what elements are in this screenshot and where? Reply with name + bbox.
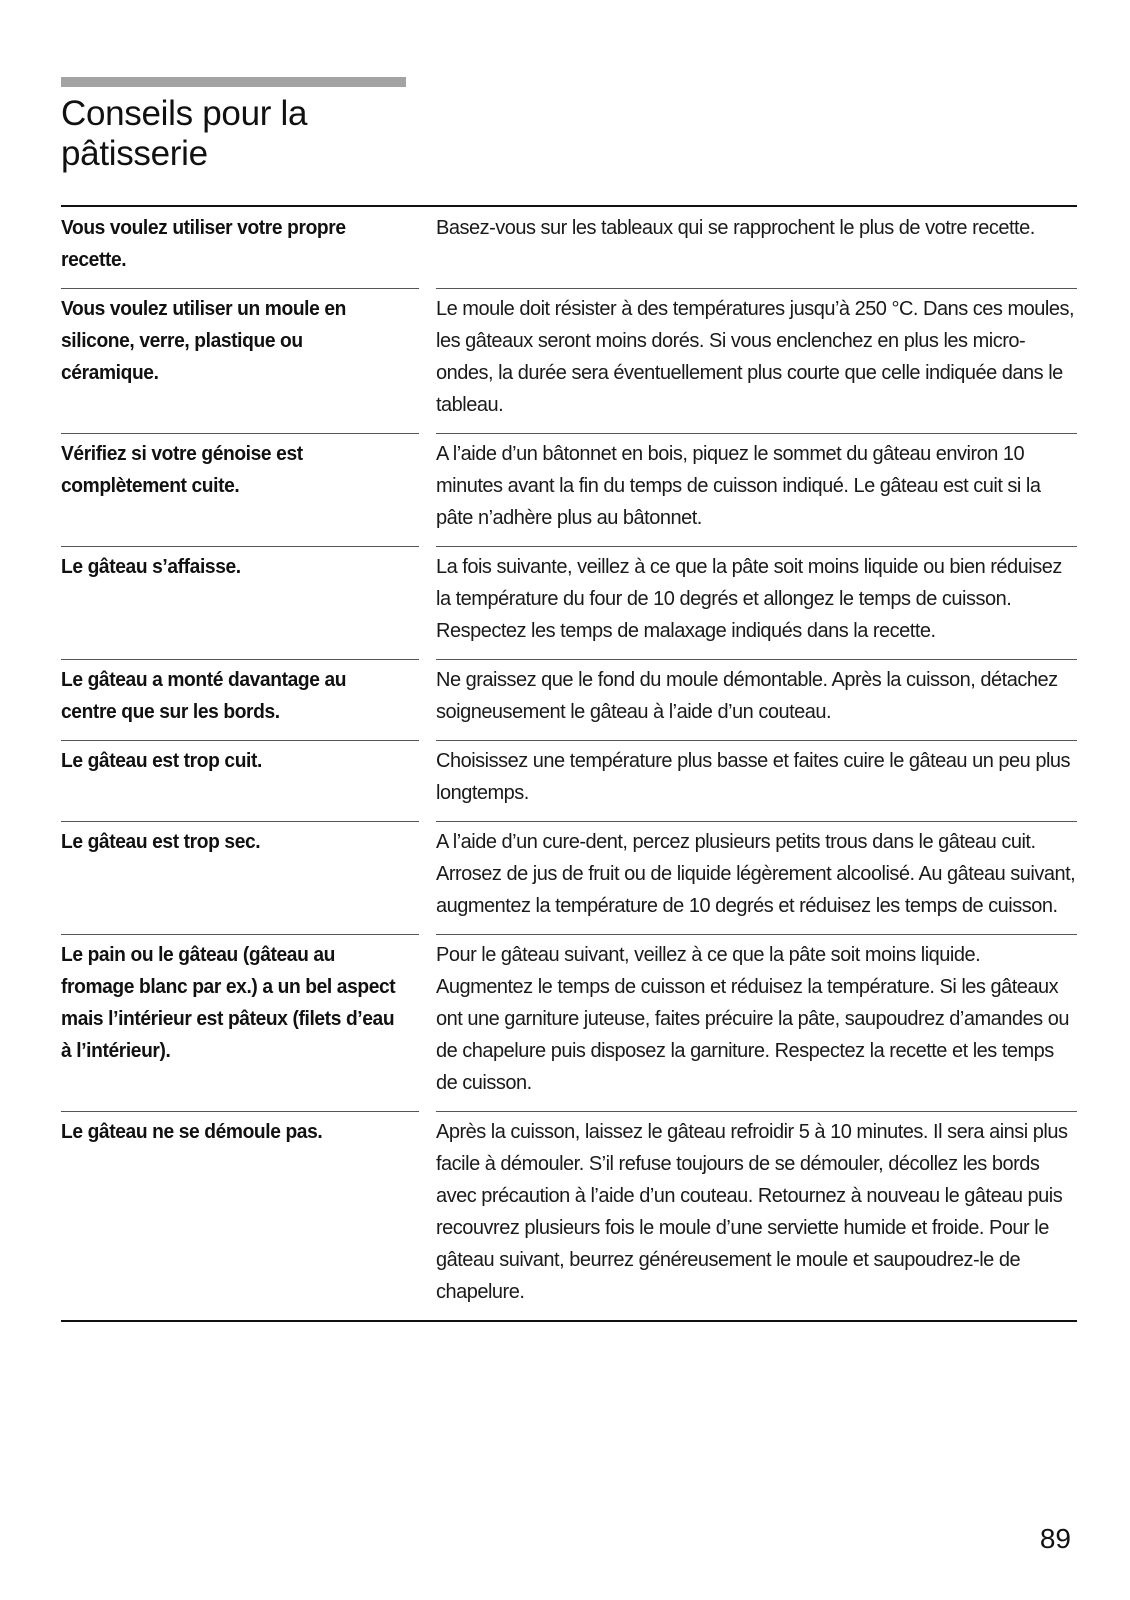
page-title-line-1: Conseils pour la bbox=[61, 94, 308, 133]
tip-solution: A l’aide d’un cure-dent, percez plusieurs petits trous dans le gâteau cuit. Arrosez de jus de fruit ou de liquide légèrement alcoolisé. Au gâteau suivant, augmentez la température de 10 degrés et réduisez les temps de cuisson. bbox=[436, 831, 1076, 917]
tip-row bbox=[61, 546, 1077, 659]
page-number: 89 bbox=[1039, 1523, 1071, 1554]
tip-row bbox=[61, 433, 1077, 546]
tip-row bbox=[61, 288, 1077, 433]
tip-problem: Le gâteau est trop cuit. bbox=[61, 750, 262, 772]
tip-solution: Ne graissez que le fond du moule démontable. Après la cuisson, détachez soigneusement le gâteau à l’aide d’un couteau. bbox=[436, 669, 1058, 723]
tip-problem: Le gâteau ne se démoule pas. bbox=[61, 1121, 323, 1143]
tip-row bbox=[61, 659, 1077, 740]
tip-row bbox=[61, 1111, 1077, 1320]
tip-solution: A l’aide d’un bâtonnet en bois, piquez le sommet du gâteau environ 10 minutes avant la fin du temps de cuisson indiqué. Le gâteau est cuit si la pâte n’adhère plus au bâtonnet. bbox=[436, 443, 1041, 529]
tip-problem: Vérifiez si votre génoise est complètement cuite. bbox=[61, 443, 303, 497]
tip-problem: Vous voulez utiliser un moule en silicone, verre, plastique ou céramique. bbox=[61, 298, 347, 384]
tips-table bbox=[61, 205, 1077, 1322]
tip-row bbox=[61, 207, 1077, 288]
tip-problem: Vous voulez utiliser votre propre recette. bbox=[61, 217, 346, 271]
tip-problem: Le gâteau est trop sec. bbox=[61, 831, 261, 853]
tip-solution: Basez-vous sur les tableaux qui se rapprochent le plus de votre recette. bbox=[436, 217, 1035, 239]
tip-solution: Le moule doit résister à des températures jusqu’à 250 °C. Dans ces moules, les gâteaux seront moins dorés. Si vous enclenchez en plus les micro-ondes, la durée sera éventuellement plus courte que celle indiquée dans le tableau. bbox=[436, 298, 1074, 416]
page-title-line-2: pâtisserie bbox=[61, 134, 208, 173]
tip-row bbox=[61, 934, 1077, 1111]
page-title bbox=[61, 94, 461, 174]
tip-solution: Pour le gâteau suivant, veillez à ce que la pâte soit moins liquide. Augmentez le temps de cuisson et réduisez la température. Si les gâteaux ont une garniture juteuse, faites précuire la pâte, saupoudrez d’amandes ou de chapelure puis disposez la garniture. Respectez la recette et les temps de cuisson. bbox=[436, 944, 1069, 1094]
tip-solution: La fois suivante, veillez à ce que la pâte soit moins liquide ou bien réduisez la température du four de 10 degrés et allongez le temps de cuisson. Respectez les temps de malaxage indiqués dans la recette. bbox=[436, 556, 1062, 642]
tip-solution: Après la cuisson, laissez le gâteau refroidir 5 à 10 minutes. Il sera ainsi plus facile à démouler. S’il refuse toujours de se démouler, décollez les bords avec précaution à l’aide d’un couteau. Retournez à nouveau le gâteau puis recouvrez plusieurs fois le moule d’une serviette humide et froide. Pour le gâteau suivant, beurrez généreusement le moule et saupoudrez-le de chapelure. bbox=[436, 1121, 1068, 1303]
tip-problem: Le gâteau s’affaisse. bbox=[61, 556, 241, 578]
tip-problem: Le gâteau a monté davantage au centre que sur les bords. bbox=[61, 669, 347, 723]
tip-row bbox=[61, 821, 1077, 934]
tip-row bbox=[61, 740, 1077, 821]
tip-solution: Choisissez une température plus basse et faites cuire le gâteau un peu plus longtemps. bbox=[436, 750, 1071, 804]
title-accent-bar bbox=[61, 77, 406, 87]
tip-problem: Le pain ou le gâteau (gâteau au fromage blanc par ex.) a un bel aspect mais l’intérieur est pâteux (filets d’eau à l’intérieur). bbox=[61, 944, 396, 1062]
